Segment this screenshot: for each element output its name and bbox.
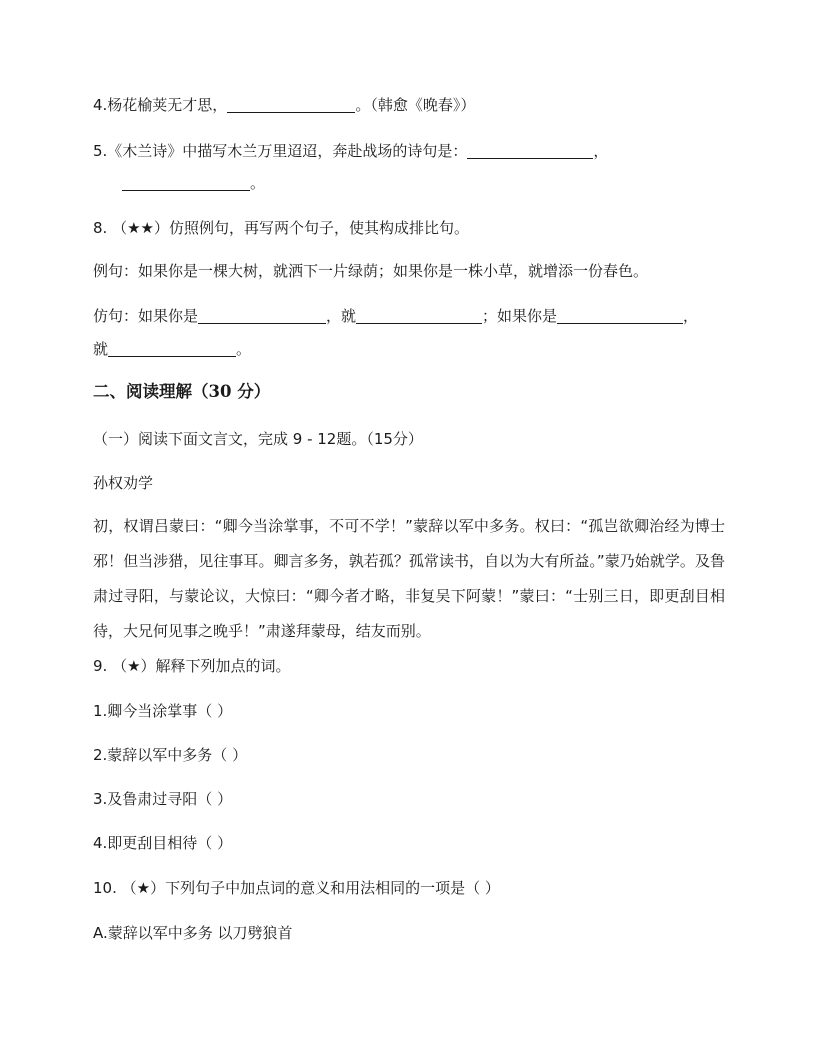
- subsection-instruction: （一）阅读下面文言文，完成 9 - 12题。（15分）: [93, 430, 423, 448]
- question-9-item: 4.即更刮目相待（ ）: [93, 834, 233, 852]
- question-9-item: 2.蒙辞以军中多务（ ）: [93, 746, 248, 764]
- question-8-imitate: [93, 305, 698, 327]
- question-4-text-after: 。（韩愈《晚春》）: [355, 96, 476, 114]
- passage-title: 孙权劝学: [93, 474, 154, 492]
- question-4: [93, 94, 475, 116]
- question-5-line-2: [122, 172, 265, 194]
- answer-blank: [227, 96, 355, 113]
- question-10-option-a: A.蒙辞以军中多务 以刀劈狼首: [93, 924, 293, 942]
- question-5: [93, 140, 608, 162]
- question-9-item: 1.卿今当涂掌事（ ）: [93, 702, 233, 720]
- imitate-text: 。: [236, 340, 252, 358]
- answer-blank: [108, 340, 236, 357]
- imitate-text: ；如果你是: [482, 307, 558, 325]
- question-5-text-before: 5.《木兰诗》中描写木兰万里迢迢，奔赴战场的诗句是：: [93, 142, 468, 160]
- question-5-line2-after: 。: [250, 174, 266, 192]
- section-heading: 二、阅读理解（30 分）: [93, 382, 271, 401]
- answer-blank: [467, 142, 593, 159]
- question-9-item: 3.及鲁肃过寻阳（ ）: [93, 790, 233, 808]
- answer-blank: [356, 307, 482, 324]
- question-4-text-before: 4.杨花榆荚无才思，: [93, 96, 228, 114]
- question-9-title: 9. （★）解释下列加点的词。: [93, 657, 291, 675]
- imitate-text: ，: [683, 307, 699, 325]
- imitate-text: 就: [93, 340, 109, 358]
- passage-text: 初，权谓吕蒙曰：“卿今当涂掌事，不可不学！”蒙辞以军中多务。权曰：“孤岂欲卿治经为博士邪！但当涉猎，见往事耳。卿言多务，孰若孤？孤常读书，自以为大有所益。”蒙乃始就学。及鲁肃过寻阳，与蒙论议，大惊曰：“卿今者才略，非复吴下阿蒙！”蒙曰：“士别三日，即更刮目相待，大兄何见事之晚乎！”肃遂拜蒙母，结友而别。: [93, 517, 725, 640]
- imitate-text: 仿句：如果你是: [93, 307, 199, 325]
- question-10-title: 10. （★）下列句子中加点词的意义和用法相同的一项是（ ）: [93, 879, 500, 897]
- answer-blank: [198, 307, 326, 324]
- question-8-example: 例句：如果你是一棵大树，就洒下一片绿荫；如果你是一株小草，就增添一份春色。: [93, 262, 649, 280]
- question-8-imitate-line-2: [93, 338, 251, 360]
- question-5-text-after: ，: [593, 142, 609, 160]
- answer-blank: [122, 174, 250, 191]
- imitate-text: ，就: [326, 307, 357, 325]
- question-8-title: 8. （★★）仿照例句，再写两个句子，使其构成排比句。: [93, 219, 469, 237]
- answer-blank: [557, 307, 683, 324]
